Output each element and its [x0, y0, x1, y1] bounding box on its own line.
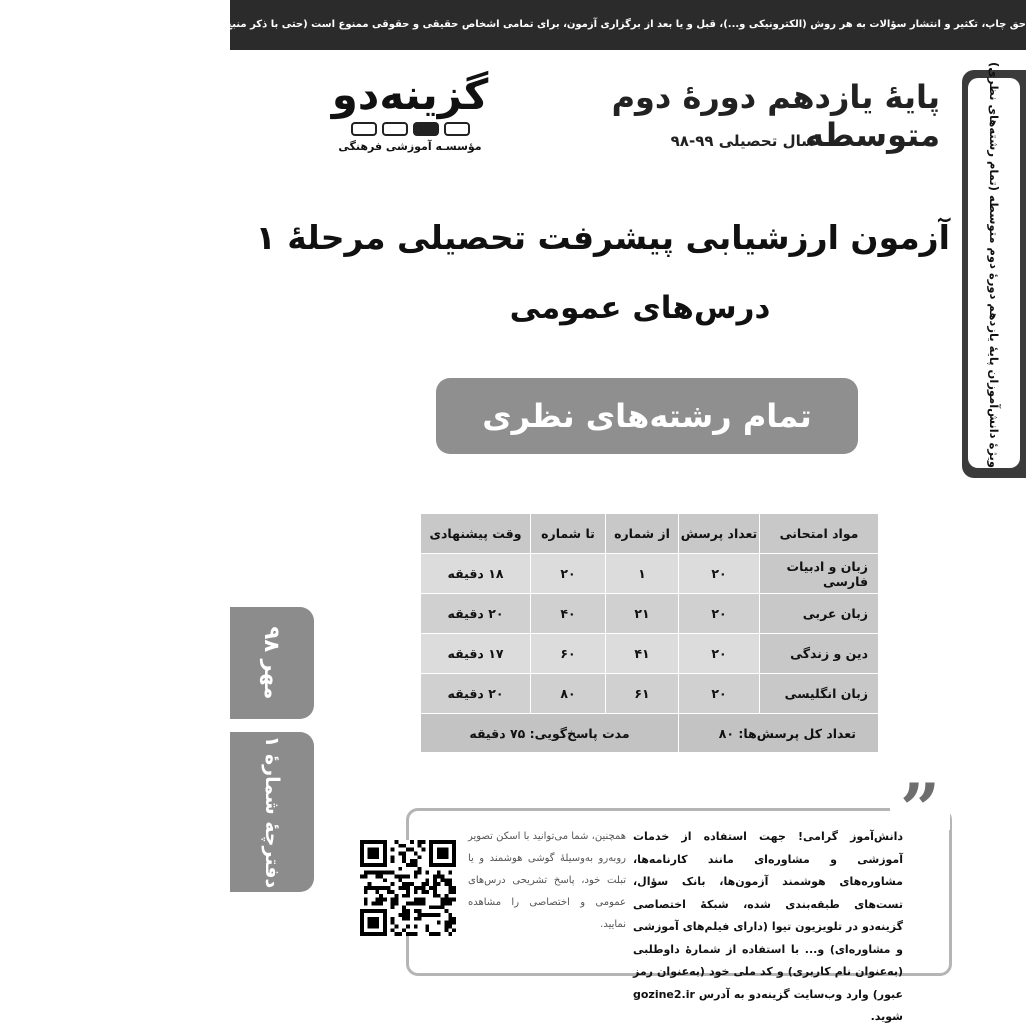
row-count: ۲۰ — [678, 553, 759, 593]
track-label: تمام رشته‌های نظری — [482, 397, 812, 435]
header-count: تعداد پرسش — [678, 513, 759, 553]
logo-boxes-icon — [330, 122, 490, 136]
total-questions: تعداد کل پرسش‌ها: ۸۰ — [678, 713, 878, 752]
answer-duration: مدت پاسخ‌گویی: ۷۵ دقیقه — [420, 713, 678, 752]
row-to: ۲۰ — [530, 553, 605, 593]
row-count: ۲۰ — [678, 633, 759, 673]
row-to: ۸۰ — [530, 673, 605, 713]
booklet-tab — [230, 732, 314, 892]
row-time: ۱۷ دقیقه — [420, 633, 530, 673]
row-to: ۶۰ — [530, 633, 605, 673]
row-time: ۱۸ دقیقه — [420, 553, 530, 593]
header-time: وقت پیشنهادی — [420, 513, 530, 553]
exam-subtitle: درس‌های عمومی — [509, 290, 771, 326]
header-subject: مواد امتحانی — [759, 513, 878, 553]
exam-table — [420, 513, 878, 752]
row-from: ۱ — [605, 553, 678, 593]
booklet-number: دفترچهٔ شمارهٔ ۱ — [261, 735, 283, 889]
row-subject: زبان عربی — [759, 593, 878, 633]
info-text: دانش‌آموز گرامی! جهت استفاده از خدمات آموزشی و مشاوره‌ای مانند کارنامه‌ها، مشاوره‌های هوشمند آزمون‌ها، بانک سؤال، تست‌های طبقه‌بندی شده، شبکهٔ اختصاصی گزینه‌دو در تلویزیون تیوا (دارای فیلم‌های آموزشی و مشاوره‌ای) و... با استفاده از شمارهٔ داوطلبی (به‌عنوان نام کاربری) و کد ملی خود (به‌عنوان رمز عبور) وارد وب‌سایت گزینه‌دو به آدرس gozine2.ir شوید. — [633, 830, 903, 1023]
exam-title: آزمون ارزشیابی پیشرفت تحصیلی مرحلهٔ ۱ — [255, 218, 950, 257]
row-count: ۲۰ — [678, 593, 759, 633]
row-subject: زبان انگلیسی — [759, 673, 878, 713]
row-time: ۲۰ دقیقه — [420, 673, 530, 713]
table-row — [420, 633, 878, 673]
track-banner — [436, 378, 858, 454]
row-from: ۴۱ — [605, 633, 678, 673]
side-ribbon-inner — [968, 62, 1020, 468]
grade-level-title: پایهٔ یازدهم دورهٔ دوم متوسطه — [611, 78, 940, 154]
logo — [330, 70, 490, 170]
copyright-bar — [0, 0, 1026, 50]
row-from: ۲۱ — [605, 593, 678, 633]
logo-word: گزینه‌دو — [331, 70, 489, 119]
academic-year: سال تحصیلی ۹۹-۹۸ — [670, 132, 816, 150]
header-to: تا شماره — [530, 513, 605, 553]
table-row — [420, 673, 878, 713]
table-header-row — [420, 513, 878, 553]
side-ribbon — [962, 62, 1026, 478]
table-summary-row — [420, 713, 878, 752]
header-from: از شماره — [605, 513, 678, 553]
table-row — [420, 553, 878, 593]
qr-code-icon[interactable] — [360, 840, 456, 936]
row-to: ۴۰ — [530, 593, 605, 633]
copyright-notice: حق چاپ، تکثیر و انتشار سؤالات به هر روش (الکترونیکی و...)، قبل و یا بعد از برگزاری آزمون، برای تمامی اشخاص حقیقی و حقوقی ممنوع است (حتی با ذکر منبع) و متخلفین تحت پیگرد قانونی قرار می‌گیرند. — [0, 19, 1026, 30]
qr-instructions: همچنین، شما می‌توانید با اسکن تصویر روبه‌رو به‌وسیلهٔ گوشی هوشمند و یا تبلت خود، پاسخ تشریحی درس‌های عمومی و اختصاصی را مشاهده نمایید. — [468, 831, 626, 930]
row-subject: زبان و ادبیات فارسی — [759, 553, 878, 593]
exam-date: مهر ۹۸ — [260, 626, 284, 700]
row-from: ۶۱ — [605, 673, 678, 713]
logo-institute: مؤسسـه آموزشی فرهنگی — [338, 140, 482, 153]
row-count: ۲۰ — [678, 673, 759, 713]
date-tab — [230, 607, 314, 719]
table-row — [420, 593, 878, 633]
row-time: ۲۰ دقیقه — [420, 593, 530, 633]
side-ribbon-text: ویژهٔ دانش‌آموزان پایهٔ یازدهم دورهٔ دوم متوسطه (تمام رشته‌های نظری) — [987, 62, 1001, 468]
row-subject: دین و زندگی — [759, 633, 878, 673]
quote-icon: ” — [890, 770, 950, 830]
